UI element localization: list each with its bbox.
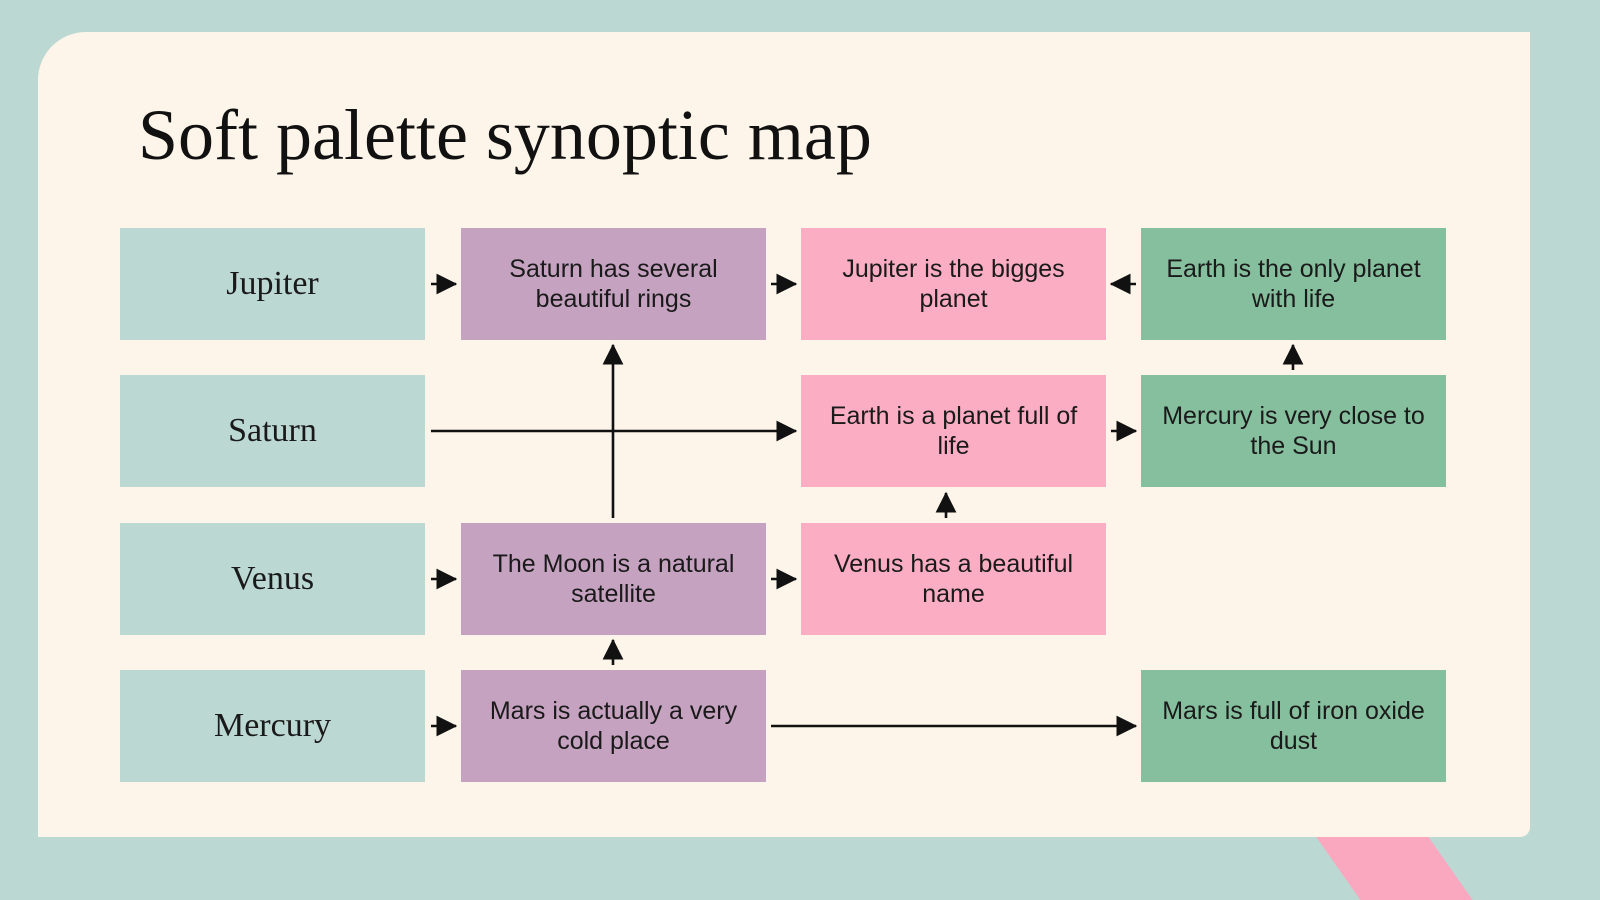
diagram-node[interactable]: Earth is the only planet with life — [1141, 228, 1446, 340]
diagram-node[interactable]: Mars is full of iron oxide dust — [1141, 670, 1446, 782]
diagram-node[interactable]: Mars is actually a very cold place — [461, 670, 766, 782]
diagram-area — [38, 32, 1530, 837]
diagram-node[interactable]: Saturn has several beautiful rings — [461, 228, 766, 340]
diagram-node[interactable]: Venus — [120, 523, 425, 635]
page-title: Soft palette synoptic map — [138, 95, 872, 175]
diagram-node[interactable]: Earth is a planet full of life — [801, 375, 1106, 487]
diagram-node[interactable]: The Moon is a natural satellite — [461, 523, 766, 635]
diagram-node[interactable]: Jupiter is the bigges planet — [801, 228, 1106, 340]
diagram-node[interactable]: Mercury — [120, 670, 425, 782]
slide-card — [38, 32, 1530, 837]
diagram-node[interactable]: Saturn — [120, 375, 425, 487]
diagram-node[interactable]: Mercury is very close to the Sun — [1141, 375, 1446, 487]
diagram-node[interactable]: Venus has a beautiful name — [801, 523, 1106, 635]
diagram-node[interactable]: Jupiter — [120, 228, 425, 340]
